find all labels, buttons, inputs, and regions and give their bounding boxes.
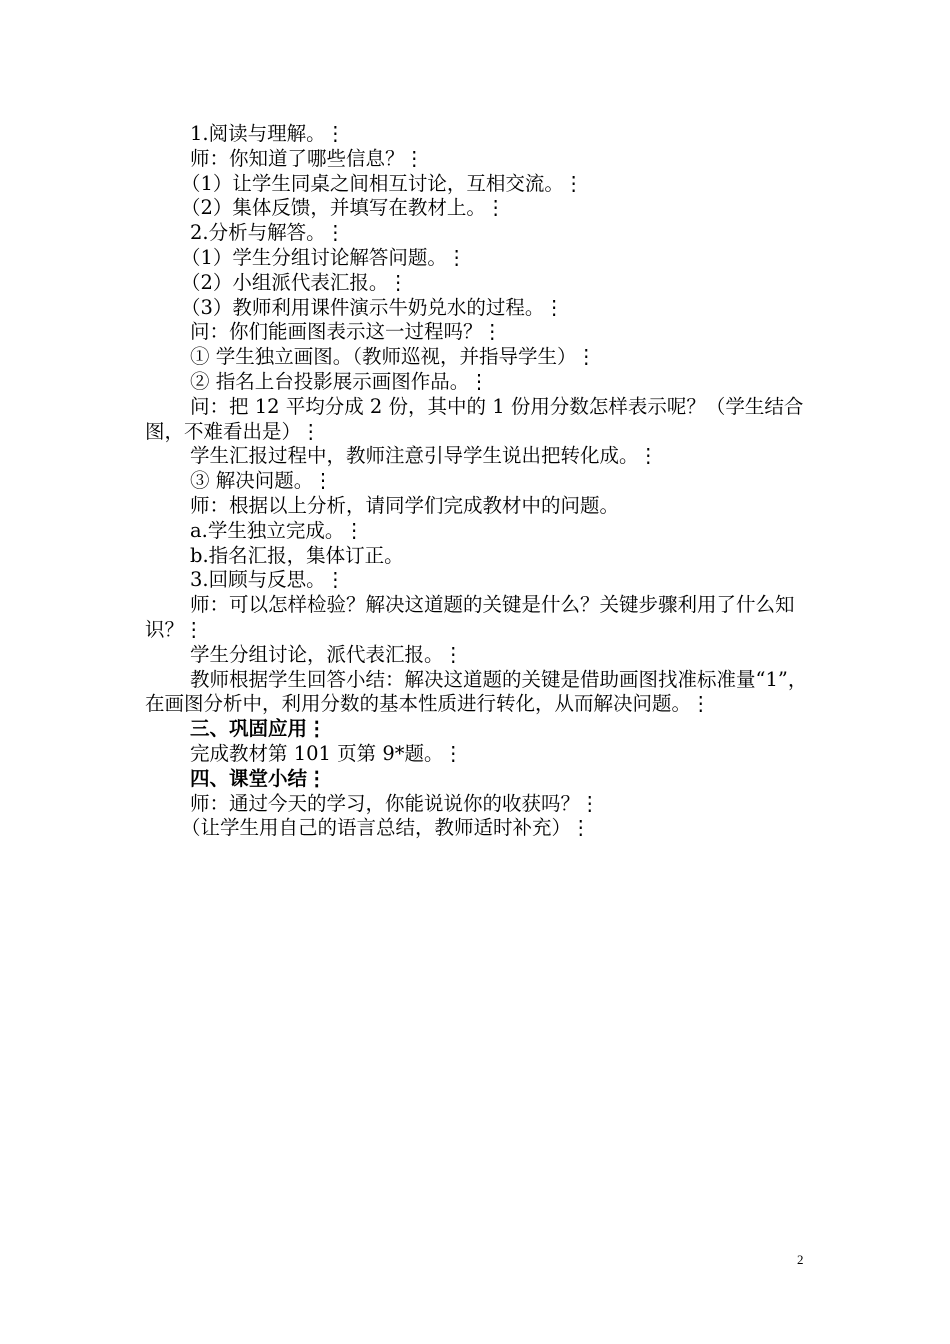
paragraph: ① 学生独立画图。（教师巡视，并指导学生）⋮: [190, 345, 596, 369]
document-body: [145, 122, 813, 841]
paragraph: （1）学生分组讨论解答问题。⋮: [181, 245, 467, 269]
paragraph: 师：通过今天的学习，你能说说你的收获吗？⋮: [190, 791, 600, 815]
paragraph: （2）集体反馈，并填写在教材上。⋮: [181, 196, 506, 220]
section-heading: 四、课堂小结⋮: [190, 766, 327, 790]
paragraph: （让学生用自己的语言总结，教师适时补充）⋮: [181, 816, 591, 840]
paragraph: ③ 解决问题。⋮: [190, 469, 333, 493]
paragraph: 师：可以怎样检验？解决这道题的关键是什么？关键步骤利用了什么知识？⋮: [145, 593, 795, 641]
paragraph: （3）教师利用课件演示牛奶兑水的过程。⋮: [181, 295, 564, 319]
paragraph: 师：根据以上分析，请同学们完成教材中的问题。: [190, 493, 620, 517]
paragraph: （2）小组派代表汇报。⋮: [181, 270, 408, 294]
paragraph: 1.阅读与理解。⋮: [190, 122, 346, 145]
paragraph: 学生分组讨论，派代表汇报。⋮: [190, 642, 464, 666]
paragraph: 问：把 12 平均分成 2 份，其中的 1 份用分数怎样表示呢？（学生结合图，不难看出是）⋮: [145, 394, 804, 443]
paragraph: 2.分析与解答。⋮: [190, 221, 346, 245]
paragraph: 师：你知道了哪些信息？⋮: [190, 146, 425, 170]
page-number: 2: [797, 1252, 804, 1267]
paragraph: 教师根据学生回答小结：解决这道题的关键是借助画图找准标准量“1”，在画图分析中，利用分数的基本性质进行转化，从而解决问题。⋮: [145, 667, 808, 716]
paragraph: 学生汇报过程中，教师注意引导学生说出把转化成。⋮: [190, 444, 659, 468]
paragraph: 问：你们能画图表示这一过程吗？⋮: [190, 320, 503, 344]
paragraph: （1）让学生同桌之间相互讨论，互相交流。⋮: [181, 171, 584, 195]
paragraph: a.学生独立完成。⋮: [190, 518, 364, 542]
paragraph: ② 指名上台投影展示画图作品。⋮: [190, 369, 489, 393]
section-heading: 三、巩固应用⋮: [190, 717, 327, 741]
paragraph: b.指名汇报，集体订正。: [190, 543, 404, 567]
paragraph: 3.回顾与反思。⋮: [190, 568, 346, 592]
paragraph: 完成教材第 101 页第 9*题。⋮: [190, 741, 463, 765]
